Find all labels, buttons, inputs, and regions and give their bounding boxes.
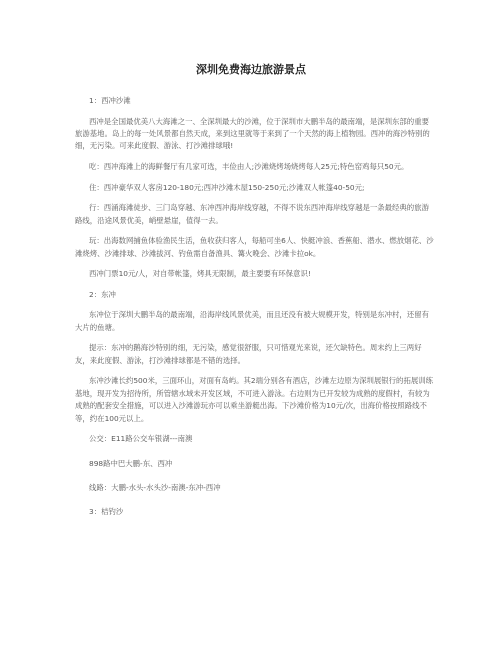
paragraph-minibus: 898路中巴大鹏-东、西冲: [89, 458, 173, 468]
document-title: 深圳免费海边旅游景点: [196, 63, 306, 76]
paragraph-route: 线路：大鹏-水头-水头沙-南澳-东冲-西冲: [89, 483, 221, 492]
paragraph-dongchong-beach: 东冲沙滩长约500米，三面环山，对面有岛屿。其2端分别各有酒店，沙滩左边原为深圳展银行的拓展训练基地，现开发为招待所，所管辖水域未开发区域，不可进入游泳。右边则为已开发较为成熟的度假村，有较为成熟的配套安全措施，可以进入沙滩游玩亦可以乘坐游艇出海。下沙滩价格为10元/次，出海价格按照路线不等，约在100元以上。: [75, 376, 434, 423]
section-heading-xichong: 1：西冲沙滩: [89, 96, 131, 105]
paragraph-bus: 公交：E11路公交车银湖---南澳: [89, 434, 193, 444]
paragraph-xichong-stay: 住：西冲豪华双人客房120-180元;西冲沙滩木屋150-250元;沙滩双人帐篷40-50元;: [89, 182, 365, 192]
paragraph-dongchong-intro: 东冲位于深圳大鹏半岛的最南端，沿海岸线风景优美，而且还没有被大规模开发，特别是东冲村，还留有大片的鱼塘。: [75, 310, 429, 332]
paragraph-xichong-play: 玩：出海数网捕鱼体验渔民生活，鱼收获归客人，每船可坐6人、快艇冲浪、香蕉船、潜水、燃放烟花、沙滩烧烤、沙滩排球、沙滩拔河、钓鱼需自备渔具、篝火晚会、沙滩卡拉ok。: [75, 236, 434, 258]
paragraph-xichong-ticket: 西冲门票10元/人，对自带帐篷，烤具无限制，最主要要有环保意识!: [89, 269, 311, 279]
paragraph-xichong-eat: 吃：西冲海滩上的海鲜餐厅有几家可选，丰俭由人;沙滩烧烤场烧烤每人25元;特色窑鸡每只50元。: [89, 162, 409, 171]
paragraph-xichong-intro: 西冲是全国最优美八大海滩之一、全深圳最大的沙滩，位于深圳市大鹏半岛的最南端，是深圳东部的重要旅游基地。岛上的每一处风景都自然天成，来到这里就等于来到了一个天然的海上植物园。西冲的海沙特别的细，无污染。可来此度假、游泳、打沙滩排球哦!: [75, 116, 430, 151]
section-heading-judiaosha: 3：桔钓沙: [89, 507, 124, 517]
document-body: [75, 95, 435, 527]
paragraph-dongchong-tip: 提示：东冲的鹅海沙特别的细，无污染，感觉很舒服，只可惜观光来说，还欠缺特色。周末约上三两好友，来此度假、游泳，打沙滩排球都是不错的选择。: [75, 343, 422, 365]
section-heading-dongchong: 2：东冲: [89, 289, 116, 299]
paragraph-xichong-travel: 行：西涌海滩徒步、三门岛穿越、东冲西冲海岸线穿越，不得不说东西冲海岸线穿越是一条最经典的旅游路线，沿途风景优美，峭壁悬崖，值得一去。: [75, 203, 429, 225]
